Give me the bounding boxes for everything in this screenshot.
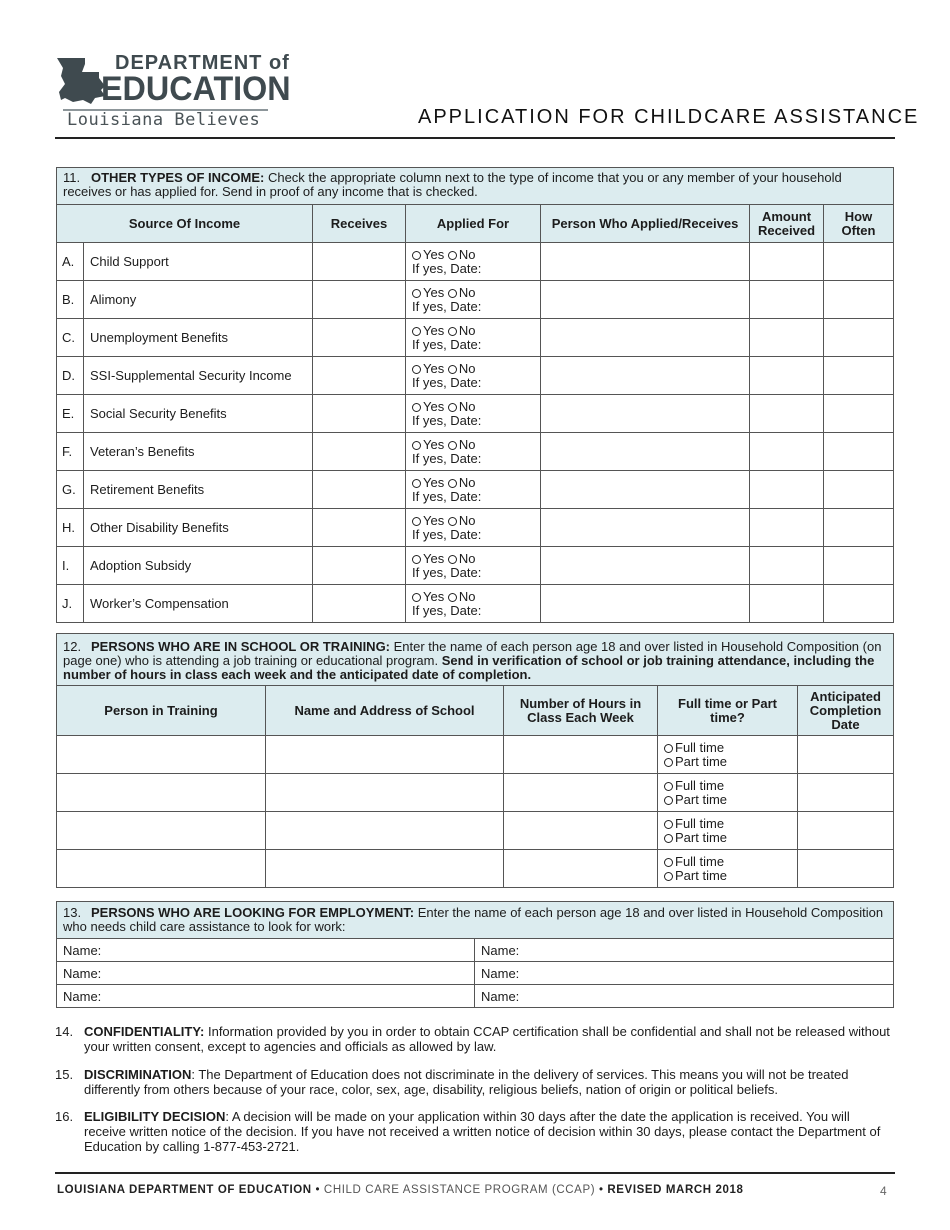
full-time-label: Full time (675, 853, 725, 869)
looking-for-employment-table (56, 901, 894, 1008)
income-source: Veteran’s Benefits (84, 433, 313, 471)
amount-cell[interactable] (750, 319, 824, 357)
paragraph-heading: CONFIDENTIALITY: (84, 1024, 205, 1039)
date-label: If yes, Date: (412, 602, 482, 618)
radio-icon (448, 403, 457, 412)
yes-label: Yes (423, 398, 445, 414)
no-label: No (458, 436, 476, 452)
paragraph-text: : The Department of Education does not discriminate in the delivery of services. This means you will not be treated differently from others because of your race, color, sex, age, disability, religious beliefs, nation of origin or political beliefs. (84, 1067, 849, 1097)
section-number: 11. (63, 170, 81, 185)
col-applied-for: Applied For (406, 205, 541, 243)
part-time-radio[interactable] (664, 754, 727, 769)
radio-icon (412, 479, 421, 488)
radio-icon (448, 479, 457, 488)
col-source-of-income: Source Of Income (57, 205, 313, 243)
amount-cell[interactable] (750, 471, 824, 509)
person-cell[interactable] (541, 357, 750, 395)
yes-label: Yes (423, 360, 445, 376)
col-receives: Receives (313, 205, 406, 243)
row-letter: C. (57, 319, 84, 357)
yes-label: Yes (423, 436, 445, 452)
no-radio[interactable] (448, 247, 476, 262)
radio-icon (412, 251, 421, 260)
income-source: Retirement Benefits (84, 471, 313, 509)
how-often-cell[interactable] (824, 509, 894, 547)
applied-for-cell (406, 471, 541, 509)
applied-for-cell (406, 509, 541, 547)
paragraph-heading: DISCRIMINATION (84, 1067, 192, 1082)
how-often-cell[interactable] (824, 471, 894, 509)
name-field[interactable] (57, 962, 475, 985)
name-field[interactable] (475, 962, 894, 985)
no-radio[interactable] (448, 323, 476, 338)
section-verification-note: Send in verification of school or job training attendance, including the number of hours in class each week and the anticipated date of completion. (63, 653, 875, 682)
col-amount-received: Amount Received (750, 205, 824, 243)
completion-date-cell[interactable] (798, 774, 894, 812)
full-time-radio[interactable] (664, 740, 724, 755)
yes-radio[interactable] (412, 323, 444, 338)
radio-icon (664, 796, 673, 805)
no-label: No (458, 474, 476, 490)
header-divider (55, 137, 895, 139)
section-11-header (57, 168, 894, 205)
amount-cell[interactable] (750, 357, 824, 395)
hours-cell[interactable] (504, 812, 658, 850)
how-often-cell[interactable] (824, 395, 894, 433)
amount-cell[interactable] (750, 585, 824, 623)
radio-icon (664, 820, 673, 829)
radio-icon (448, 289, 457, 298)
row-letter: G. (57, 471, 84, 509)
yes-label: Yes (423, 246, 445, 262)
footer (57, 1184, 743, 1196)
yes-radio[interactable] (412, 589, 444, 604)
no-radio[interactable] (448, 551, 476, 566)
part-time-radio[interactable] (664, 792, 727, 807)
radio-icon (664, 744, 673, 753)
full-time-label: Full time (675, 777, 725, 793)
income-row (57, 585, 894, 623)
income-row (57, 547, 894, 585)
income-source: Worker’s Compensation (84, 585, 313, 623)
eligibility-decision-paragraph (55, 1109, 895, 1154)
how-often-cell[interactable] (824, 243, 894, 281)
person-cell[interactable] (541, 243, 750, 281)
completion-date-cell[interactable] (798, 850, 894, 888)
radio-icon (448, 251, 457, 260)
col-person-in-training: Person in Training (57, 686, 266, 736)
amount-cell[interactable] (750, 547, 824, 585)
income-source: SSI-Supplemental Security Income (84, 357, 313, 395)
school-cell[interactable] (266, 774, 504, 812)
col-how-often: How Often (824, 205, 894, 243)
col-school-name-address: Name and Address of School (266, 686, 504, 736)
section-13-header (57, 902, 894, 939)
full-part-time-cell (658, 850, 798, 888)
row-letter: A. (57, 243, 84, 281)
yes-radio[interactable] (412, 551, 444, 566)
how-often-cell[interactable] (824, 585, 894, 623)
amount-cell[interactable] (750, 243, 824, 281)
receives-cell[interactable] (313, 357, 406, 395)
yes-radio[interactable] (412, 247, 444, 262)
receives-cell[interactable] (313, 471, 406, 509)
row-letter: I. (57, 547, 84, 585)
no-radio[interactable] (448, 589, 476, 604)
training-row (57, 774, 894, 812)
yes-label: Yes (423, 474, 445, 490)
applied-for-cell (406, 547, 541, 585)
name-label: Name: (481, 988, 520, 1004)
applied-for-cell (406, 395, 541, 433)
radio-icon (412, 403, 421, 412)
date-label: If yes, Date: (412, 412, 482, 428)
income-source: Adoption Subsidy (84, 547, 313, 585)
yes-radio[interactable] (412, 361, 444, 376)
receives-cell[interactable] (313, 509, 406, 547)
other-income-table (56, 167, 894, 623)
income-source: Child Support (84, 243, 313, 281)
receives-cell[interactable] (313, 433, 406, 471)
row-letter: E. (57, 395, 84, 433)
yes-label: Yes (423, 322, 445, 338)
no-radio[interactable] (448, 361, 476, 376)
radio-icon (412, 517, 421, 526)
section-heading: PERSONS WHO ARE LOOKING FOR EMPLOYMENT: (91, 905, 415, 920)
date-label: If yes, Date: (412, 374, 482, 390)
no-label: No (458, 588, 476, 604)
footer-separator: • (311, 1184, 324, 1196)
date-label: If yes, Date: (412, 488, 482, 504)
full-time-radio[interactable] (664, 854, 724, 869)
yes-label: Yes (423, 284, 445, 300)
full-time-radio[interactable] (664, 816, 724, 831)
paragraph-number: 16. (55, 1109, 74, 1124)
footer-program: CHILD CARE ASSISTANCE PROGRAM (CCAP) (323, 1184, 596, 1196)
part-time-label: Part time (675, 829, 728, 845)
radio-icon (412, 593, 421, 602)
income-row (57, 395, 894, 433)
yes-radio[interactable] (412, 285, 444, 300)
full-part-time-cell (658, 736, 798, 774)
confidentiality-paragraph (55, 1024, 895, 1054)
no-radio[interactable] (448, 437, 476, 452)
full-part-time-cell (658, 774, 798, 812)
person-in-training-cell[interactable] (57, 736, 266, 774)
row-letter: B. (57, 281, 84, 319)
radio-icon (412, 365, 421, 374)
receives-cell[interactable] (313, 395, 406, 433)
no-label: No (458, 512, 476, 528)
person-in-training-cell[interactable] (57, 774, 266, 812)
part-time-radio[interactable] (664, 868, 727, 883)
name-label: Name: (63, 942, 102, 958)
logo-tagline: Louisiana Believes (67, 110, 261, 130)
name-field[interactable] (57, 985, 475, 1008)
name-field[interactable] (475, 939, 894, 962)
income-source: Unemployment Benefits (84, 319, 313, 357)
full-time-label: Full time (675, 739, 725, 755)
how-often-cell[interactable] (824, 433, 894, 471)
completion-date-cell[interactable] (798, 812, 894, 850)
full-time-label: Full time (675, 815, 725, 831)
date-label: If yes, Date: (412, 526, 482, 542)
training-row (57, 812, 894, 850)
no-radio[interactable] (448, 475, 476, 490)
income-source: Other Disability Benefits (84, 509, 313, 547)
paragraph-number: 14. (55, 1024, 74, 1039)
radio-icon (664, 782, 673, 791)
discrimination-paragraph (55, 1067, 895, 1097)
applied-for-cell (406, 243, 541, 281)
applied-for-cell (406, 585, 541, 623)
part-time-label: Part time (675, 791, 728, 807)
row-letter: F. (57, 433, 84, 471)
part-time-label: Part time (675, 753, 728, 769)
how-often-cell[interactable] (824, 281, 894, 319)
how-often-cell[interactable] (824, 319, 894, 357)
yes-radio[interactable] (412, 399, 444, 414)
person-cell[interactable] (541, 281, 750, 319)
no-label: No (458, 398, 476, 414)
radio-icon (448, 555, 457, 564)
receives-cell[interactable] (313, 319, 406, 357)
amount-cell[interactable] (750, 433, 824, 471)
person-cell[interactable] (541, 509, 750, 547)
radio-icon (448, 593, 457, 602)
section-heading: PERSONS WHO ARE IN SCHOOL OR TRAINING: (91, 639, 391, 654)
no-radio[interactable] (448, 399, 476, 414)
yes-label: Yes (423, 550, 445, 566)
hours-cell[interactable] (504, 736, 658, 774)
radio-icon (412, 555, 421, 564)
income-row (57, 319, 894, 357)
part-time-label: Part time (675, 867, 728, 883)
yes-radio[interactable] (412, 475, 444, 490)
radio-icon (412, 289, 421, 298)
radio-icon (448, 365, 457, 374)
income-row (57, 281, 894, 319)
no-radio[interactable] (448, 285, 476, 300)
section-heading: OTHER TYPES OF INCOME: (91, 170, 265, 185)
name-field[interactable] (475, 985, 894, 1008)
no-label: No (458, 246, 476, 262)
yes-label: Yes (423, 512, 445, 528)
applied-for-cell (406, 433, 541, 471)
school-cell[interactable] (266, 736, 504, 774)
school-cell[interactable] (266, 812, 504, 850)
date-label: If yes, Date: (412, 336, 482, 352)
col-person: Person Who Applied/Receives (541, 205, 750, 243)
name-label: Name: (63, 965, 102, 981)
date-label: If yes, Date: (412, 298, 482, 314)
section-instructions: Check the appropriate column next to the type of income that you or any member of your household receives or has applied for. Send in proof of any income that is checked. (63, 170, 842, 199)
radio-icon (664, 858, 673, 867)
person-cell[interactable] (541, 319, 750, 357)
footer-separator: • (595, 1184, 608, 1196)
part-time-radio[interactable] (664, 830, 727, 845)
no-label: No (458, 322, 476, 338)
paragraph-heading: ELIGIBILITY DECISION (84, 1109, 226, 1124)
school-cell[interactable] (266, 850, 504, 888)
row-letter: J. (57, 585, 84, 623)
hours-cell[interactable] (504, 850, 658, 888)
how-often-cell[interactable] (824, 547, 894, 585)
full-time-radio[interactable] (664, 778, 724, 793)
radio-icon (448, 327, 457, 336)
no-radio[interactable] (448, 513, 476, 528)
school-training-table (56, 633, 894, 888)
receives-cell[interactable] (313, 281, 406, 319)
full-part-time-cell (658, 812, 798, 850)
income-row (57, 471, 894, 509)
yes-radio[interactable] (412, 513, 444, 528)
name-label: Name: (481, 965, 520, 981)
no-label: No (458, 360, 476, 376)
page-number: 4 (880, 1184, 887, 1198)
income-row (57, 357, 894, 395)
logo-department-text: DEPARTMENT of (115, 52, 290, 74)
person-cell[interactable] (541, 395, 750, 433)
how-often-cell[interactable] (824, 357, 894, 395)
no-label: No (458, 284, 476, 300)
date-label: If yes, Date: (412, 260, 482, 276)
person-in-training-cell[interactable] (57, 850, 266, 888)
radio-icon (448, 441, 457, 450)
person-cell[interactable] (541, 471, 750, 509)
income-row (57, 433, 894, 471)
applied-for-cell (406, 281, 541, 319)
paragraph-number: 15. (55, 1067, 74, 1082)
radio-icon (412, 441, 421, 450)
income-row (57, 243, 894, 281)
section-number: 13. (63, 905, 82, 920)
name-label: Name: (63, 988, 102, 1004)
amount-cell[interactable] (750, 281, 824, 319)
yes-radio[interactable] (412, 437, 444, 452)
hours-cell[interactable] (504, 774, 658, 812)
paragraph-text: Information provided by you in order to obtain CCAP certification shall be confidential and shall not be released without your written consent, except to agencies and officials as allowed by law. (84, 1024, 890, 1054)
paragraph-text: : A decision will be made on your application within 30 days after the date the application is received. You will receive written notice of the decision. If you have not received a written notice of decision within 30 days, please contact the Department of Education by calling 1-877-453-2721. (84, 1109, 881, 1154)
footer-revised: REVISED MARCH 2018 (607, 1184, 744, 1196)
person-cell[interactable] (541, 433, 750, 471)
section-instructions: Enter the name of each person age 18 and over listed in Household Composition (on page one) who is attending a job training or educational program. (63, 639, 882, 668)
amount-cell[interactable] (750, 509, 824, 547)
louisiana-state-icon (55, 54, 107, 106)
radio-icon (664, 872, 673, 881)
name-field[interactable] (57, 939, 475, 962)
row-letter: D. (57, 357, 84, 395)
person-cell[interactable] (541, 547, 750, 585)
row-letter: H. (57, 509, 84, 547)
completion-date-cell[interactable] (798, 736, 894, 774)
date-label: If yes, Date: (412, 564, 482, 580)
income-source: Social Security Benefits (84, 395, 313, 433)
yes-label: Yes (423, 588, 445, 604)
col-full-or-part-time: Full time or Part time? (658, 686, 798, 736)
income-row (57, 509, 894, 547)
amount-cell[interactable] (750, 395, 824, 433)
radio-icon (448, 517, 457, 526)
applied-for-cell (406, 319, 541, 357)
training-row (57, 850, 894, 888)
radio-icon (664, 758, 673, 767)
training-row (57, 736, 894, 774)
department-of-education-logo (55, 52, 291, 132)
date-label: If yes, Date: (412, 450, 482, 466)
footer-divider (55, 1172, 895, 1174)
col-hours-per-week: Number of Hours in Class Each Week (504, 686, 658, 736)
col-completion-date: Anticipated Completion Date (798, 686, 894, 736)
person-cell[interactable] (541, 585, 750, 623)
section-number: 12. (63, 639, 82, 654)
logo-education-text: EDUCATION (101, 70, 291, 108)
section-12-header (57, 634, 894, 686)
receives-cell[interactable] (313, 243, 406, 281)
no-label: No (458, 550, 476, 566)
radio-icon (664, 834, 673, 843)
applied-for-cell (406, 357, 541, 395)
radio-icon (412, 327, 421, 336)
person-in-training-cell[interactable] (57, 812, 266, 850)
section-instructions: Enter the name of each person age 18 and over listed in Household Composition who needs child care assistance to look for work: (63, 905, 884, 934)
income-source: Alimony (84, 281, 313, 319)
name-label: Name: (481, 942, 520, 958)
footer-org: LOUISIANA DEPARTMENT OF EDUCATION (57, 1184, 312, 1196)
receives-cell[interactable] (313, 547, 406, 585)
receives-cell[interactable] (313, 585, 406, 623)
page-title: APPLICATION FOR CHILDCARE ASSISTANCE (418, 106, 920, 128)
